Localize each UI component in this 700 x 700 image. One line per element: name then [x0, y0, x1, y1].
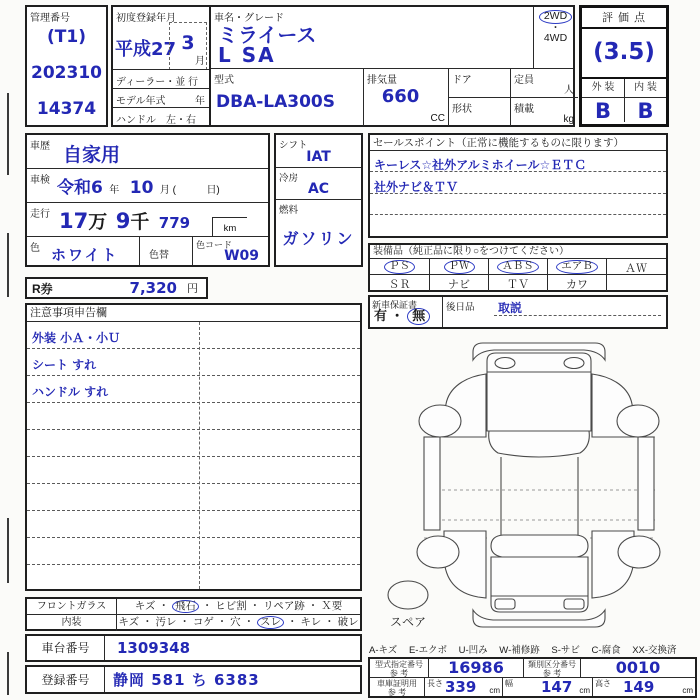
warranty-no-circled: 無 — [407, 308, 430, 325]
spare-label: スペア — [389, 615, 427, 629]
mileage-unit-cell — [212, 217, 247, 236]
width-cell: 幅 147 cm — [503, 678, 593, 696]
front-glass-pre: キズ ・ — [134, 600, 169, 612]
vehicle-name: ミライース — [218, 23, 317, 47]
sales-point-line2: 社外ナビ＆ＴＶ — [370, 172, 666, 194]
inspection-month-unit: 月 ( — [159, 185, 176, 196]
mileage-sen: 9 — [115, 209, 131, 233]
type-designation-value: 16986 — [429, 659, 524, 677]
class-division-value: 0010 — [615, 658, 661, 677]
spine-mark — [7, 652, 9, 695]
interior-condition-pre: キズ ・ 汚レ ・ コゲ ・ 穴 ・ — [118, 616, 255, 628]
shape-label: 形状 — [452, 104, 472, 115]
length-value: 339 — [445, 678, 477, 696]
history-box — [25, 133, 270, 267]
legend-sabi: S-サビ — [551, 645, 580, 656]
reference-table — [368, 657, 697, 698]
later-items-value: 取説 — [498, 301, 523, 315]
capacity-unit: 人 — [564, 85, 574, 96]
front-glass-circled: 飛石 — [172, 600, 199, 613]
later-items-label: 後日品 — [446, 302, 475, 313]
exterior-grade: B — [594, 99, 611, 123]
drive-dot: ・ — [550, 22, 561, 35]
capacity-label: 定員 — [514, 75, 534, 86]
registration-number-value: 静岡 581 ち 6383 — [113, 671, 260, 689]
mileage-rest: 779 — [158, 214, 191, 232]
equipment-sr: ＳＲ — [388, 279, 411, 291]
equipment-header: 装備品（純正品に限り○をつけてください） — [370, 245, 666, 259]
spine-mark — [7, 518, 9, 583]
model-year-label: モデル年式 — [116, 96, 166, 107]
type-designation-label: 型式指定番号 参 考 — [370, 659, 429, 677]
evaluation-score-box — [579, 5, 669, 127]
notes-row-5 — [27, 430, 360, 457]
first-registration-label: 初度登録年月 — [116, 13, 176, 24]
notes-box — [25, 303, 362, 591]
management-number-box — [25, 5, 108, 127]
model-code-value: DBA-LA300S — [216, 92, 335, 112]
r-ticket-value: 7,320 — [129, 279, 177, 297]
notes-row-7 — [27, 484, 360, 511]
color-change-label: 色替 — [149, 250, 169, 261]
management-number-label: 管理番号 — [30, 13, 70, 24]
exterior-label: 外 装 — [582, 79, 624, 98]
registration-number-label: 登録番号 — [27, 667, 105, 692]
interior-condition-post: ・ キレ ・ 破レ — [286, 616, 359, 628]
notes-row-9 — [27, 538, 360, 565]
inspection-year-unit: 年 — [109, 185, 120, 196]
equipment-empty — [606, 275, 665, 291]
chassis-number-label: 車台番号 — [27, 636, 105, 660]
shift-box — [274, 133, 363, 267]
legend-kizu: A-キズ — [369, 645, 398, 656]
equipment-abs: ＡＢＳ — [488, 259, 547, 274]
sales-point-line1: キーレス☆社外アルミホイール☆ＥＴＣ — [370, 151, 666, 172]
damage-legend — [369, 642, 699, 655]
registration-number-box — [25, 665, 362, 694]
displacement-label: 排気量 — [367, 75, 397, 86]
legend-ekubo: E-エクボ — [408, 645, 447, 656]
chassis-number-box — [25, 634, 362, 662]
shift-value: IAT — [306, 149, 331, 165]
mileage-man: 17 — [59, 209, 89, 233]
equipment-leather: カワ — [547, 275, 606, 291]
r-ticket-box — [25, 277, 208, 299]
equipment-pw: ＰＷ — [429, 259, 488, 274]
equipment-ps: ＰＳ — [370, 259, 429, 274]
front-glass-label: フロントガラス — [27, 599, 117, 614]
notes-row-3: ハンドル すれ — [27, 376, 360, 403]
mileage-man-unit: 万 — [88, 212, 108, 233]
management-number-line2: 202310 — [31, 63, 102, 83]
first-registration-era: 平成27 — [115, 39, 177, 60]
name-grade-label: 車名・グレード — [214, 13, 284, 24]
model-year-unit: 年 — [195, 96, 205, 107]
vehicle-name-box — [209, 5, 575, 127]
mileage-label: 走行 — [30, 209, 50, 220]
warranty-label: 新車保証書 — [372, 300, 418, 310]
color-label: 色 — [30, 243, 40, 254]
load-unit: kg — [563, 114, 574, 125]
class-division-label: 類別区分番号 参 考 — [524, 659, 581, 677]
color-code-label: 色コード — [196, 240, 233, 250]
warranty-dot: ・ — [390, 308, 404, 324]
inspection-era: 令和6 — [57, 178, 103, 198]
cooling-value: AC — [307, 181, 330, 197]
interior-grade: B — [637, 99, 654, 123]
sales-point-line3 — [370, 194, 666, 215]
cooling-label: 冷房 — [279, 173, 299, 184]
notes-row-8 — [27, 511, 360, 538]
notes-row-6 — [27, 457, 360, 484]
inspection-month: 10 — [129, 178, 154, 198]
equipment-aw: ＡＷ — [606, 259, 665, 274]
shift-label: シフト — [279, 140, 308, 151]
first-registration-box — [111, 5, 211, 127]
height-value: 149 — [623, 678, 655, 696]
interior-condition-label: 内装 — [27, 615, 117, 631]
equipment-airbag: エアＢ — [547, 259, 606, 274]
equipment-box — [368, 243, 668, 292]
inspection-label: 車検 — [30, 175, 50, 186]
notes-row-1: 外装 小Ａ・小Ｕ — [27, 322, 360, 349]
month-unit: 月 — [195, 56, 205, 67]
load-label: 積載 — [514, 104, 534, 115]
legend-hoshuato: W-補修跡 — [499, 645, 540, 656]
sales-point-header: セールスポイント（正常に機能するものに限ります） — [370, 135, 666, 151]
length-cell: 長さ 339 cm — [425, 678, 503, 696]
r-ticket-label: R券 — [32, 281, 53, 296]
door-label: ドア — [452, 75, 472, 86]
warranty-yes: 有 — [374, 308, 388, 324]
front-glass-post: ・ ヒビ割 ・ リペア跡 ・ Ｘ要 — [201, 600, 343, 612]
chassis-number-value: 1309348 — [117, 639, 191, 657]
notes-row-2: シート すれ — [27, 349, 360, 376]
inspection-day-unit: 日) — [206, 185, 220, 196]
notes-row-10 — [27, 565, 360, 591]
spine-mark — [7, 233, 9, 297]
management-number-line1: (T1) — [47, 27, 86, 47]
score-value: (3.5) — [593, 39, 655, 65]
car-damage-diagram — [363, 300, 700, 640]
sales-point-line4 — [370, 215, 666, 236]
history-value: 自家用 — [63, 144, 121, 166]
notes-row-4 — [27, 403, 360, 430]
legend-fushoku: C-腐食 — [591, 645, 621, 656]
equipment-tv: ＴＶ — [488, 275, 547, 291]
fuel-label: 燃料 — [279, 205, 299, 216]
first-registration-month: 3 — [181, 32, 195, 54]
model-code-label: 型式 — [214, 75, 234, 86]
interior-condition-circled: スレ — [257, 616, 284, 629]
legend-hekomi: U-凹み — [458, 645, 488, 656]
displacement-value: 660 — [381, 86, 420, 107]
height-cell: 高さ 149 cm — [595, 678, 693, 696]
handle-row: ハンドル 左・右 — [113, 107, 209, 126]
history-label: 車歴 — [30, 141, 50, 152]
r-ticket-unit: 円 — [187, 283, 198, 295]
interior-label: 内 装 — [625, 79, 666, 98]
color-value: ホワイト — [51, 246, 119, 264]
score-header: 評 価 点 — [582, 8, 666, 29]
notes-header: 注意事項申告欄 — [27, 305, 360, 322]
legend-koukanzumi: XX-交換済 — [632, 645, 677, 656]
fuel-value: ガソリン — [282, 229, 355, 248]
mileage-sen-unit: 千 — [130, 212, 150, 233]
management-number-line3: 14374 — [36, 99, 97, 119]
spine-mark — [7, 93, 9, 175]
garage-certificate-label: 車庫証明用 参 考 — [370, 678, 425, 696]
drive-4wd: 4WD — [543, 32, 568, 45]
color-code-value: W09 — [224, 248, 259, 264]
drive-type-box — [533, 7, 577, 68]
displacement-unit: CC — [430, 113, 445, 124]
drive-2wd-circled: 2WD — [539, 10, 572, 24]
mileage-unit: km — [223, 223, 237, 234]
width-value: 147 — [541, 678, 573, 696]
equipment-navi: ナビ — [429, 275, 488, 291]
dealer-parallel-row: ディーラー・並 行 — [113, 69, 209, 88]
vehicle-grade: L SA — [218, 43, 276, 67]
sales-point-box — [368, 133, 668, 238]
glass-interior-box — [25, 597, 362, 631]
